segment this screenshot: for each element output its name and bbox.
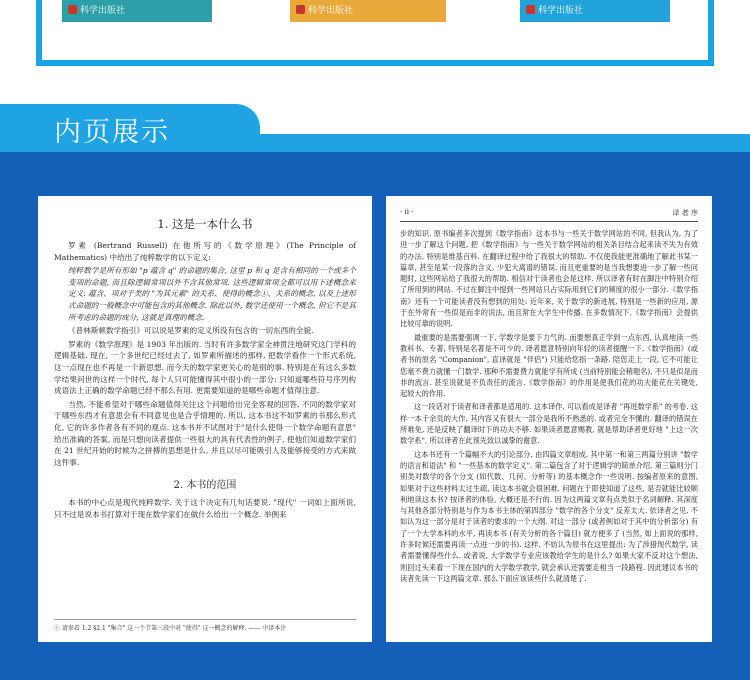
publisher-label: 科学出版社: [308, 5, 354, 15]
paragraph: 最重要的是需要强调一下, 学数学是要下力气的. 而要想真正学到一点东西, 认真地读一些教科书、专著, 特别是名著是不可少的. 译者愿意特别向年轻的读者提醒一下,《数学指南》(或者书的原名 "Companion", 直译就是 "伴侣") 只能给您指一条路. 陪您走上一段, 它不可能让您毫不费力就懂一门数学. 那种不需要费力就能学有所成 (当前特别能会稍题名), 不只是似是而非的流言. 甚至说就是不负责任的流言.《数学指南》的作用是使我们花的功夫能花在关键处, 起较大的作用.: [400, 332, 698, 399]
paragraph: 步的知识. 原书编者多次提到《数学指南》这本书与一些关于数学网站的不同, 但我认为, 为了进一步了解这个问题, 把《数学指南》与一些关于数学网站的相关条目结合起来读不失为有效的办法. 特别是维基百科. 在翻译过程中给了我很大的帮助. 不仅使我能更准确地了解此书某一篇章, 甚至是某一段落的含义, 少犯大离谱的错误. 而且更重要的是当我想要进一步了解一些问题时, 这些网站给了我很大的帮助. 相信对于读者也会是这样. 所以译者有时在脚注中特别介绍了所用到的网站. 不过在脚注中提到一些网站只占实际用到它们的频度的很小一部分.《数学指南》还有一个可能读者没有想到的用处: 近年来, 关于数学的新进展, 特别是一些新的应用, 源于在外常有一些似是而非的说法, 而且常在大学生中传播. 在多数情况下,《数学指南》会提供比较可靠的说明.: [400, 229, 698, 329]
running-title: 译 者 序: [672, 209, 698, 217]
publisher-logo-icon: [526, 5, 535, 14]
heading-tab: [0, 104, 260, 152]
heading-underline: [240, 134, 750, 152]
section-title: 2. 本书的范围: [173, 480, 237, 492]
book-image-2: [290, 0, 446, 22]
paragraph: 这本书还有一个篇幅不大的引论部分, 由四篇文章组成. 其中第一和第三两篇分别讲 "数学的语言和语法" 和 "一些基本的数学定义". 第二篇包含了对于逻辑学的简单介绍, 第三篇则分门别类对数学的各个分支 (如代数、几何、分析等) 的基本概念作一些说明. 按编者原来的意图, 如果对于这些材料太过生疏, 读这本书就会很困难. 问题在于即使知道了这些, 是否就能比较顺利地读这本书? 按译者的体验, 大概还是不行的. 因为这两篇文章有点类似于名词解释. 其深度与其他各部分特别是与作为本书主体的第四部分 "数学的各个分支" 反差太大. 依译者之见, 不如认为这一部分是对于读者的要求的一个大纲. 对这一部分 (或者例如对于其中的分析部分) 有了一个大学本科的水平, 再读本书 (有关分析的各个篇目) 就方便多了 (当然, 如上面说的那样, 许多时候还需要再读一点进一步的书). 这样, 不妨认为原书在这里提出: 为了涉猎现代数学, 读者需要懂得些什么. 或者说, 大学数学专业应该教给学生的是什么? 如果大家不反对这个想法, 则回过头来看一下现在国内的大学数学教学, 就会承认还需要走相当一段路程. 因此建议本书的读者先读一下这两篇文章. 那么下面应该读些什么就清楚了.: [400, 449, 698, 583]
paragraph: 《普林斯顿数学指引》可以说是罗素的定义所没有包含的一切东西的全貌.: [68, 326, 314, 336]
paragraph: 本书的中心点是现代纯粹数学. 关于这个决定有几句话要说. "现代" 一词如上面所说, 只不过是说本书打算对于现在数学家们在做什么给出一个概念. 举例来: [54, 498, 356, 519]
quote: 纯粹数学是所有形如 "p 蕴含 q" 的命题的集合, 这里 p 和 q 是含有相同的一个或多个变项的命题, 而且除逻辑常项以外不含其他常项. 这些逻辑常项全都可以用下述概念来定义: 蕴含、项对于类的 "为其元素" 的关系、使得的概念①、关系的概念, 以及上述形式命题的一般概念中可能包含的其他概念. 除此以外, 数学还使用一个概念, 但它不是其所考虑的命题的成分, 这就是真理的概念.: [68, 266, 356, 322]
paragraph: 当然, 不能希望对于哪些命题值得关注这个问题给出完全客观的回答, 不同的数学家对于哪些东西才有意思会有不同意见也是合乎情理的. 所以, 这本书这不如罗素的书那么形式化, 它的许多作者各有不同的观点. 这本书并不试图对于"是什么使得一个数学命题有意思" 给出准确的答案, 而是只想向读者提供一些很大的具有代表性的例子, 使他们知道数学家们在 21 世纪开始的时候为之拼搏的思想是什么, 并且以尽可能吸引人及能够接受的方式来做这件事.: [54, 399, 356, 467]
section-heading: 内页展示: [54, 117, 170, 148]
left-page: [38, 196, 372, 642]
book-image-3: [520, 0, 670, 22]
publisher-label: 科学出版社: [538, 5, 584, 15]
publisher-label: 科学出版社: [80, 5, 126, 15]
footnote: ① 请参看 1.2 §2.1 "集合" 这一个节第三段中对 "使得" 这一概念的解释. —— 中译本注: [54, 619, 356, 632]
publisher-logo-icon: [296, 5, 305, 14]
page-number: · ii ·: [400, 208, 414, 216]
right-page: [386, 196, 712, 642]
section-heading-bar: [0, 104, 750, 152]
chapter-title: 1. 这是一本什么书: [157, 217, 253, 231]
publisher-logo-icon: [68, 5, 77, 14]
running-header: [400, 208, 698, 222]
paragraph: 这一段话对于读者和译者都是适用的. 这本译作, 可以看成是译者 "再进数学系" 的考卷. 这样一本千余页的大作, 其内容又有很大一部分是我所不熟悉的. 或者完全不懂的. 翻译的错误在所难免, 还是反映了翻译时下的功夫不够. 如果读者愿意赐教, 就是帮助译者更好地 "上这一次数学系", 所以译者在此预先致以诚挚的谢意.: [400, 402, 698, 446]
book-image-1: [62, 0, 212, 22]
preview-panel: [0, 152, 750, 680]
paragraph: 罗素的《数学原理》是 1903 年出版的. 当时有许多数学家全神贯注地研究这门学科的逻辑基础. 现在, 一个多世纪已经过去了, 如罗素所描述的那样, 把数学看作一个形式系统, 这一点现在也不再是一个新思想. 而今天的数学家更关心的是别的事. 特别是在有这么多数学结果问世的这样一个时代, 每个人只可能懂得其中很小的一部分: 只知道哪些符号序列构成语法上正确的数学命题已经不那么有用. 更需要知道的是哪些命题才值得注意.: [54, 339, 356, 396]
paragraph: 罗素 (Bertrand Russell) 在他所写的《数学原理》(The Principle of Mathematics) 中给出了纯粹数学的以下定义:: [54, 241, 356, 262]
